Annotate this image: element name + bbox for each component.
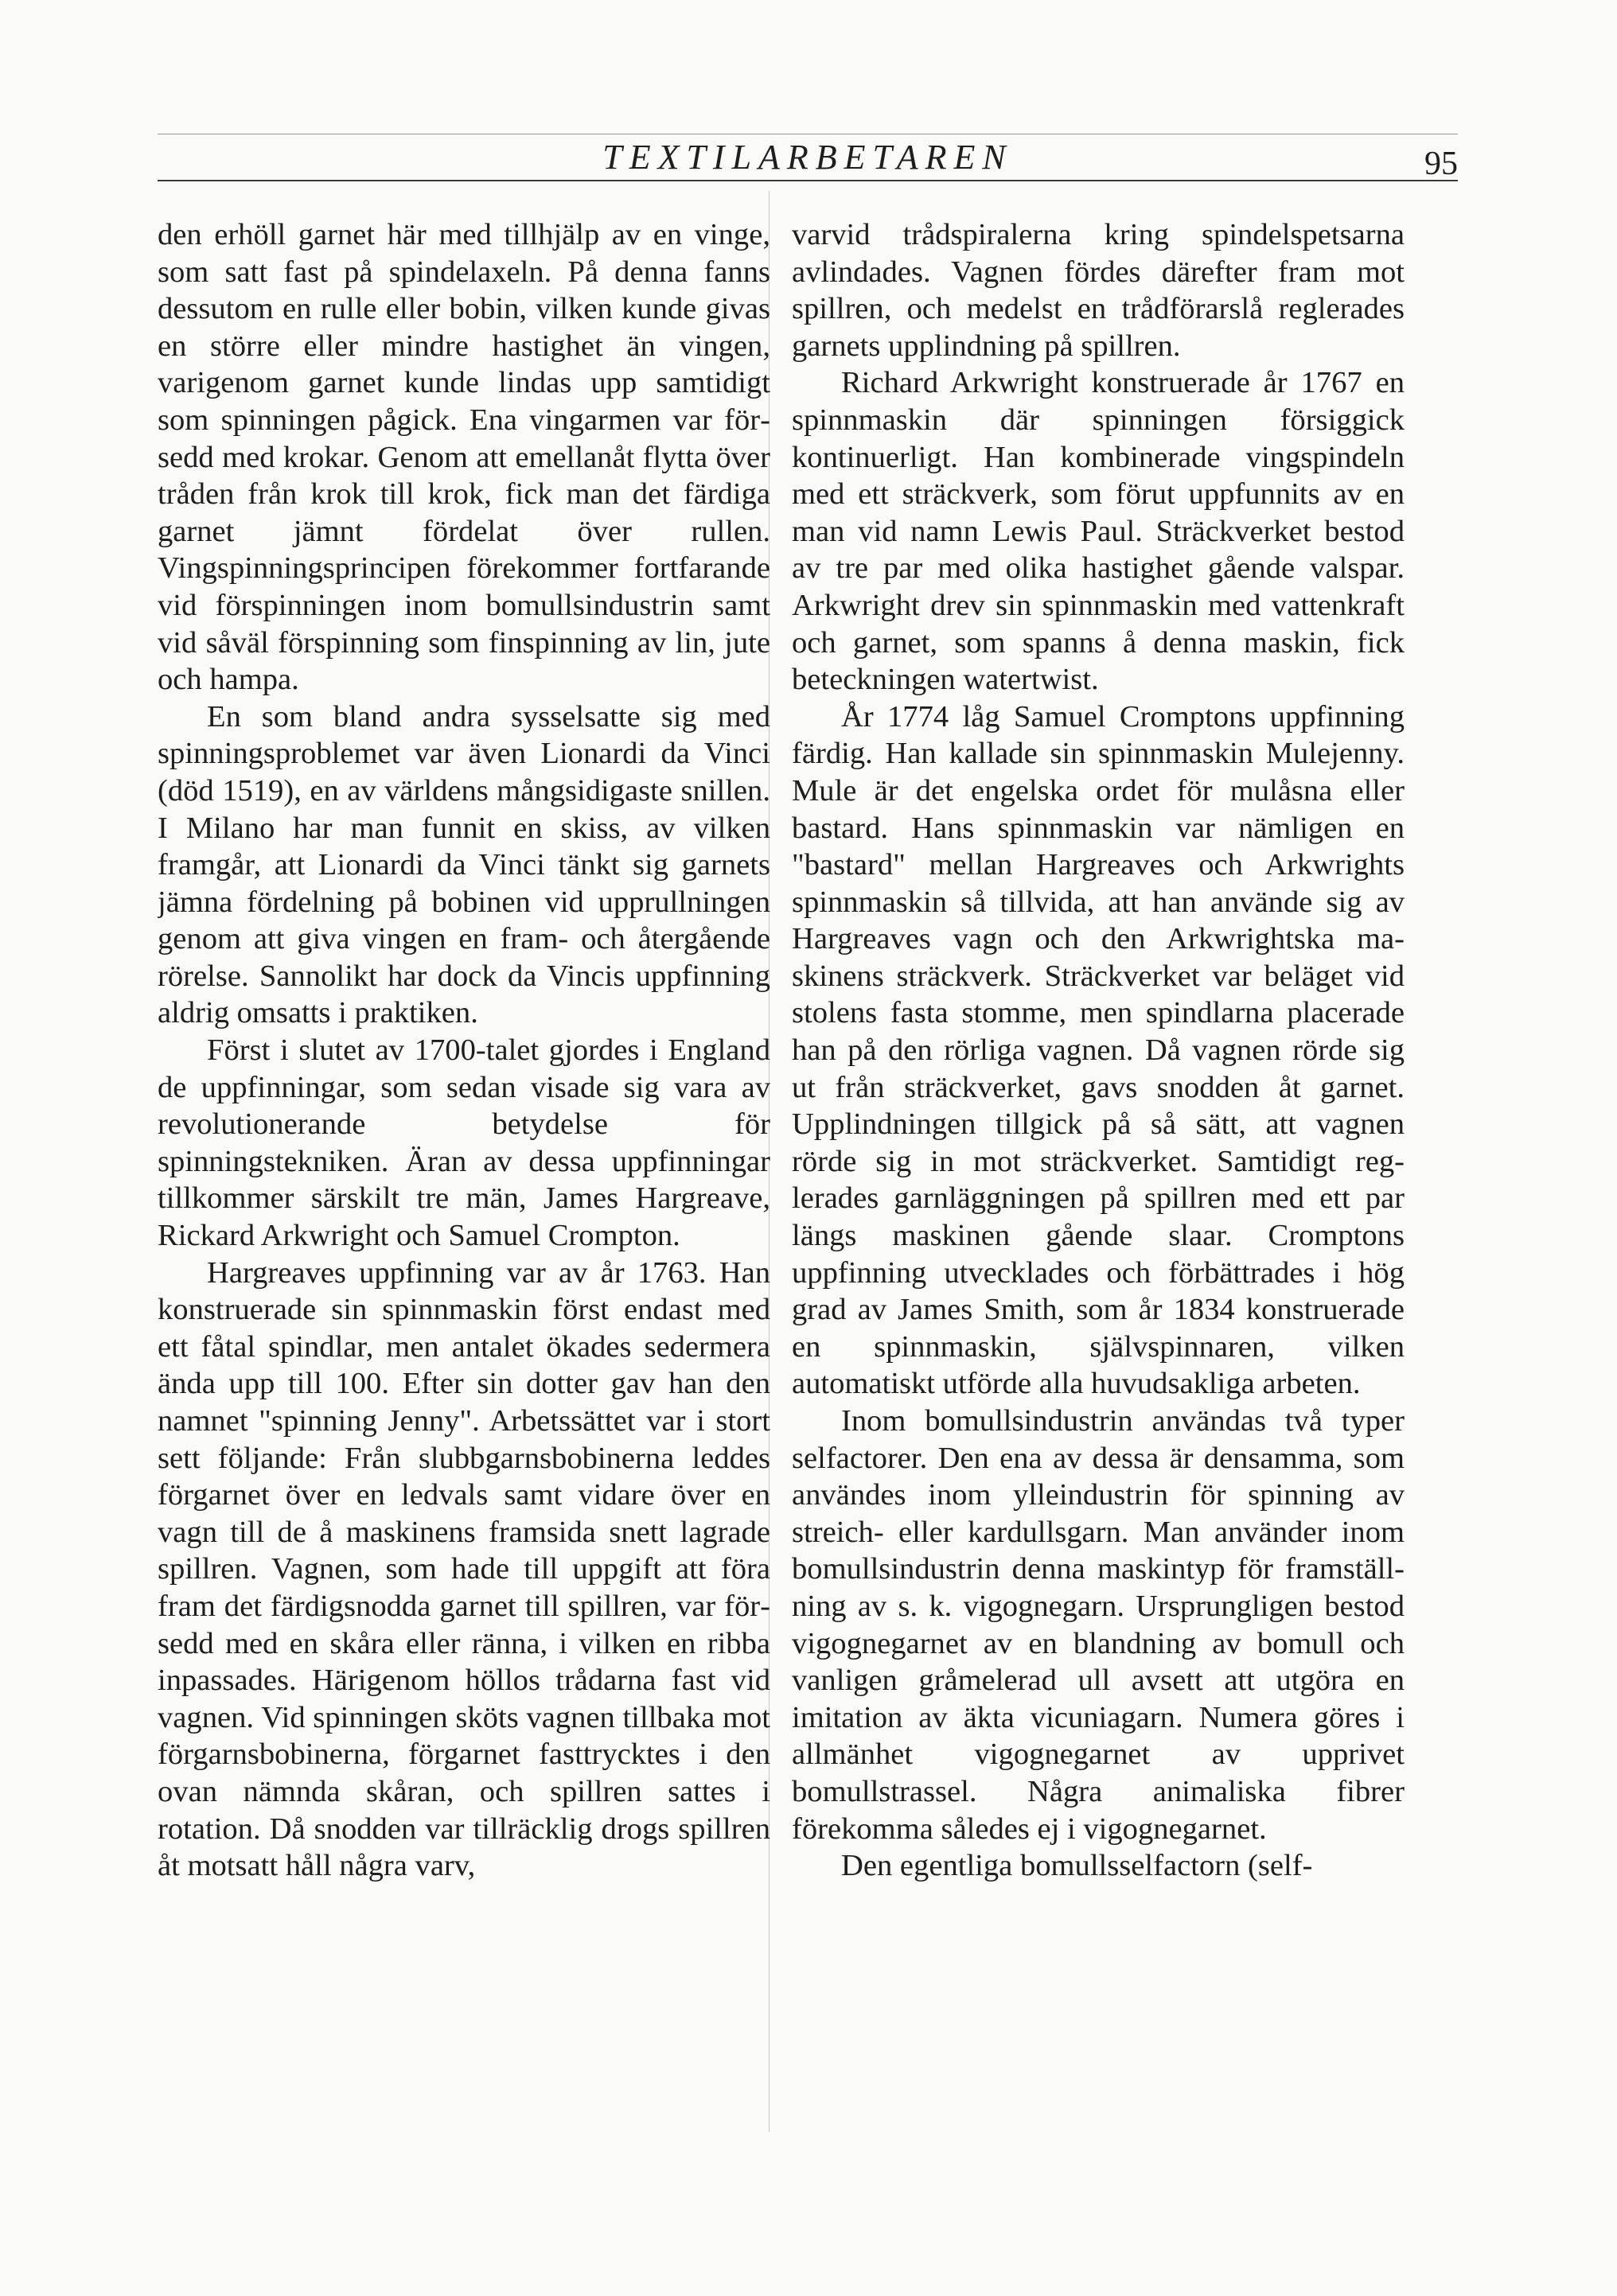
paragraph: Richard Arkwright konstruerade år 1767 en spinnmaskin där spinningen försiggick kontinuerligt. Han kombinerade vingspindeln med ett sträckverk, som förut uppfunnits av en man vid namn Lewis Paul. Sträckverket bestod av tre par med olika hastighet gående valspar. Arkwright drev sin spinnmaskin med vattenkraft och garnet, som spanns å denna maskin, fick beteckningen watertwist. <box>792 366 1405 697</box>
paragraph: Den egentliga bomullsselfactorn (self- <box>841 1849 1313 1883</box>
left-column <box>158 216 770 2142</box>
paragraph: Först i slutet av 1700-talet gjordes i England de uppfinningar, som sedan visade sig vara av revolutionerande betydelse för spinningstekniken. Äran av dessa uppfinningar tillkommer särskilt tre män, James Hargreave, Rickard Arkwright och Samuel Crompton. <box>158 1033 770 1253</box>
paragraph: den erhöll garnet här med tillhjälp av en vinge, som satt fast på spindelaxeln. På denna fanns dessutom en rulle eller bobin, vilken kunde givas en större eller mindre hastighet än vingen, varigenom garnet kunde lindas upp samtidigt som spinningen pågick. Ena vingarmen var försedd med krokar. Genom att emellanåt flytta över tråden från krok till krok, fick man det färdiga garnet jämnt fördelat över rullen. Vingspinningsprincipen förekommer fortfarande vid förspinningen inom bomullsindustrin samt vid såväl förspinning som finspinning av lin, jute och hampa. <box>158 218 770 697</box>
right-column <box>792 216 1405 2142</box>
paragraph: År 1774 låg Samuel Cromptons uppfinning färdig. Han kallade sin spinnmaskin Mulejenny. Mule är det engelska ordet för mulåsna eller bastard. Hans spinnmaskin var nämligen en "bastard" mellan Hargreaves och Arkwrights spinnmaskin så tillvida, att han använde sig av Hargreaves vagn och den Arkwrightska maskinens sträckverk. Sträckverket var beläget vid stolens fasta stomme, men spindlarna placerade han på den rörliga vagnen. Då vagnen rörde sig ut från sträckverket, gavs snodden åt garnet. Upplindningen tillgick på så sätt, att vagnen rörde sig in mot sträckverket. Samtidigt reglerades garnläggningen på spillren med ett par längs maskinen gående slaar. Cromptons uppfinning utvecklades och förbättrades i hög grad av James Smith, som år 1834 konstruerade en spinnmaskin, självspinnaren, vilken automatiskt utförde alla huvudsakliga arbeten. <box>792 699 1405 1401</box>
header-rule <box>158 180 1458 181</box>
paragraph: Hargreaves uppfinning var av år 1763. Han konstruerade sin spinnmaskin först endast med ett fåtal spindlar, men antalet ökades sedermera ända upp till 100. Efter sin dotter gav han den namnet "spinning Jenny". Arbetssättet var i stort sett följande: Från slubbgarnsbobinerna leddes förgarnet över en ledvals samt vidare över en vagn till de å maskinens framsida snett lagrade spillren. Vagnen, som hade till uppgift att föra fram det färdigsnodda garnet till spillren, var försedd med en skåra eller ränna, i vilken en ribba inpassades. Härigenom höllos trådarna fast vid vagnen. Vid spinningen sköts vagnen tillbaka mot förgarnsbobinerna, förgarnet fasttrycktes i den ovan nämnda skåran, och spillren sattes i rotation. Då snodden var tillräcklig drogs spillren åt motsatt håll några varv, <box>158 1255 770 1883</box>
running-title: TEXTILARBETAREN <box>602 138 1013 177</box>
paragraph: varvid trådspiralerna kring spindelspetsarna avlindades. Vagnen fördes därefter fram mot spillren, och medelst en trådförarslå reglerades garnets upplindning på spillren. <box>792 218 1405 363</box>
paragraph: En som bland andra sysselsatte sig med spinningsproblemet var även Lionardi da Vinci (död 1519), en av världens mångsidigaste snillen. I Milano har man funnit en skiss, av vilken framgår, att Lionardi da Vinci tänkt sig garnets jämna fördelning på bobinen vid upprullningen genom att giva vingen en fram- och återgående rörelse. Sannolikt har dock da Vincis uppfinning aldrig omsatts i praktiken. <box>158 699 770 1030</box>
paragraph: Inom bomullsindustrin användas två typer selfactorer. Den ena av dessa är densamma, som användes inom ylleindustrin för spinning av streich- eller kardullsgarn. Man använder inom bomullsindustrin denna maskintyp för framställning av s. k. vigognegarn. Ursprungligen bestod vigognegarnet av en blandning av bomull och vanligen gråmelerad ull avsett att utgöra en imitation av äkta vicuniagarn. Numera göres i allmänhet vigognegarnet av upprivet bomullstrassel. Några animaliska fibrer förekomma således ej i vigognegarnet. <box>792 1404 1405 1846</box>
page-number: 95 <box>1424 146 1458 182</box>
